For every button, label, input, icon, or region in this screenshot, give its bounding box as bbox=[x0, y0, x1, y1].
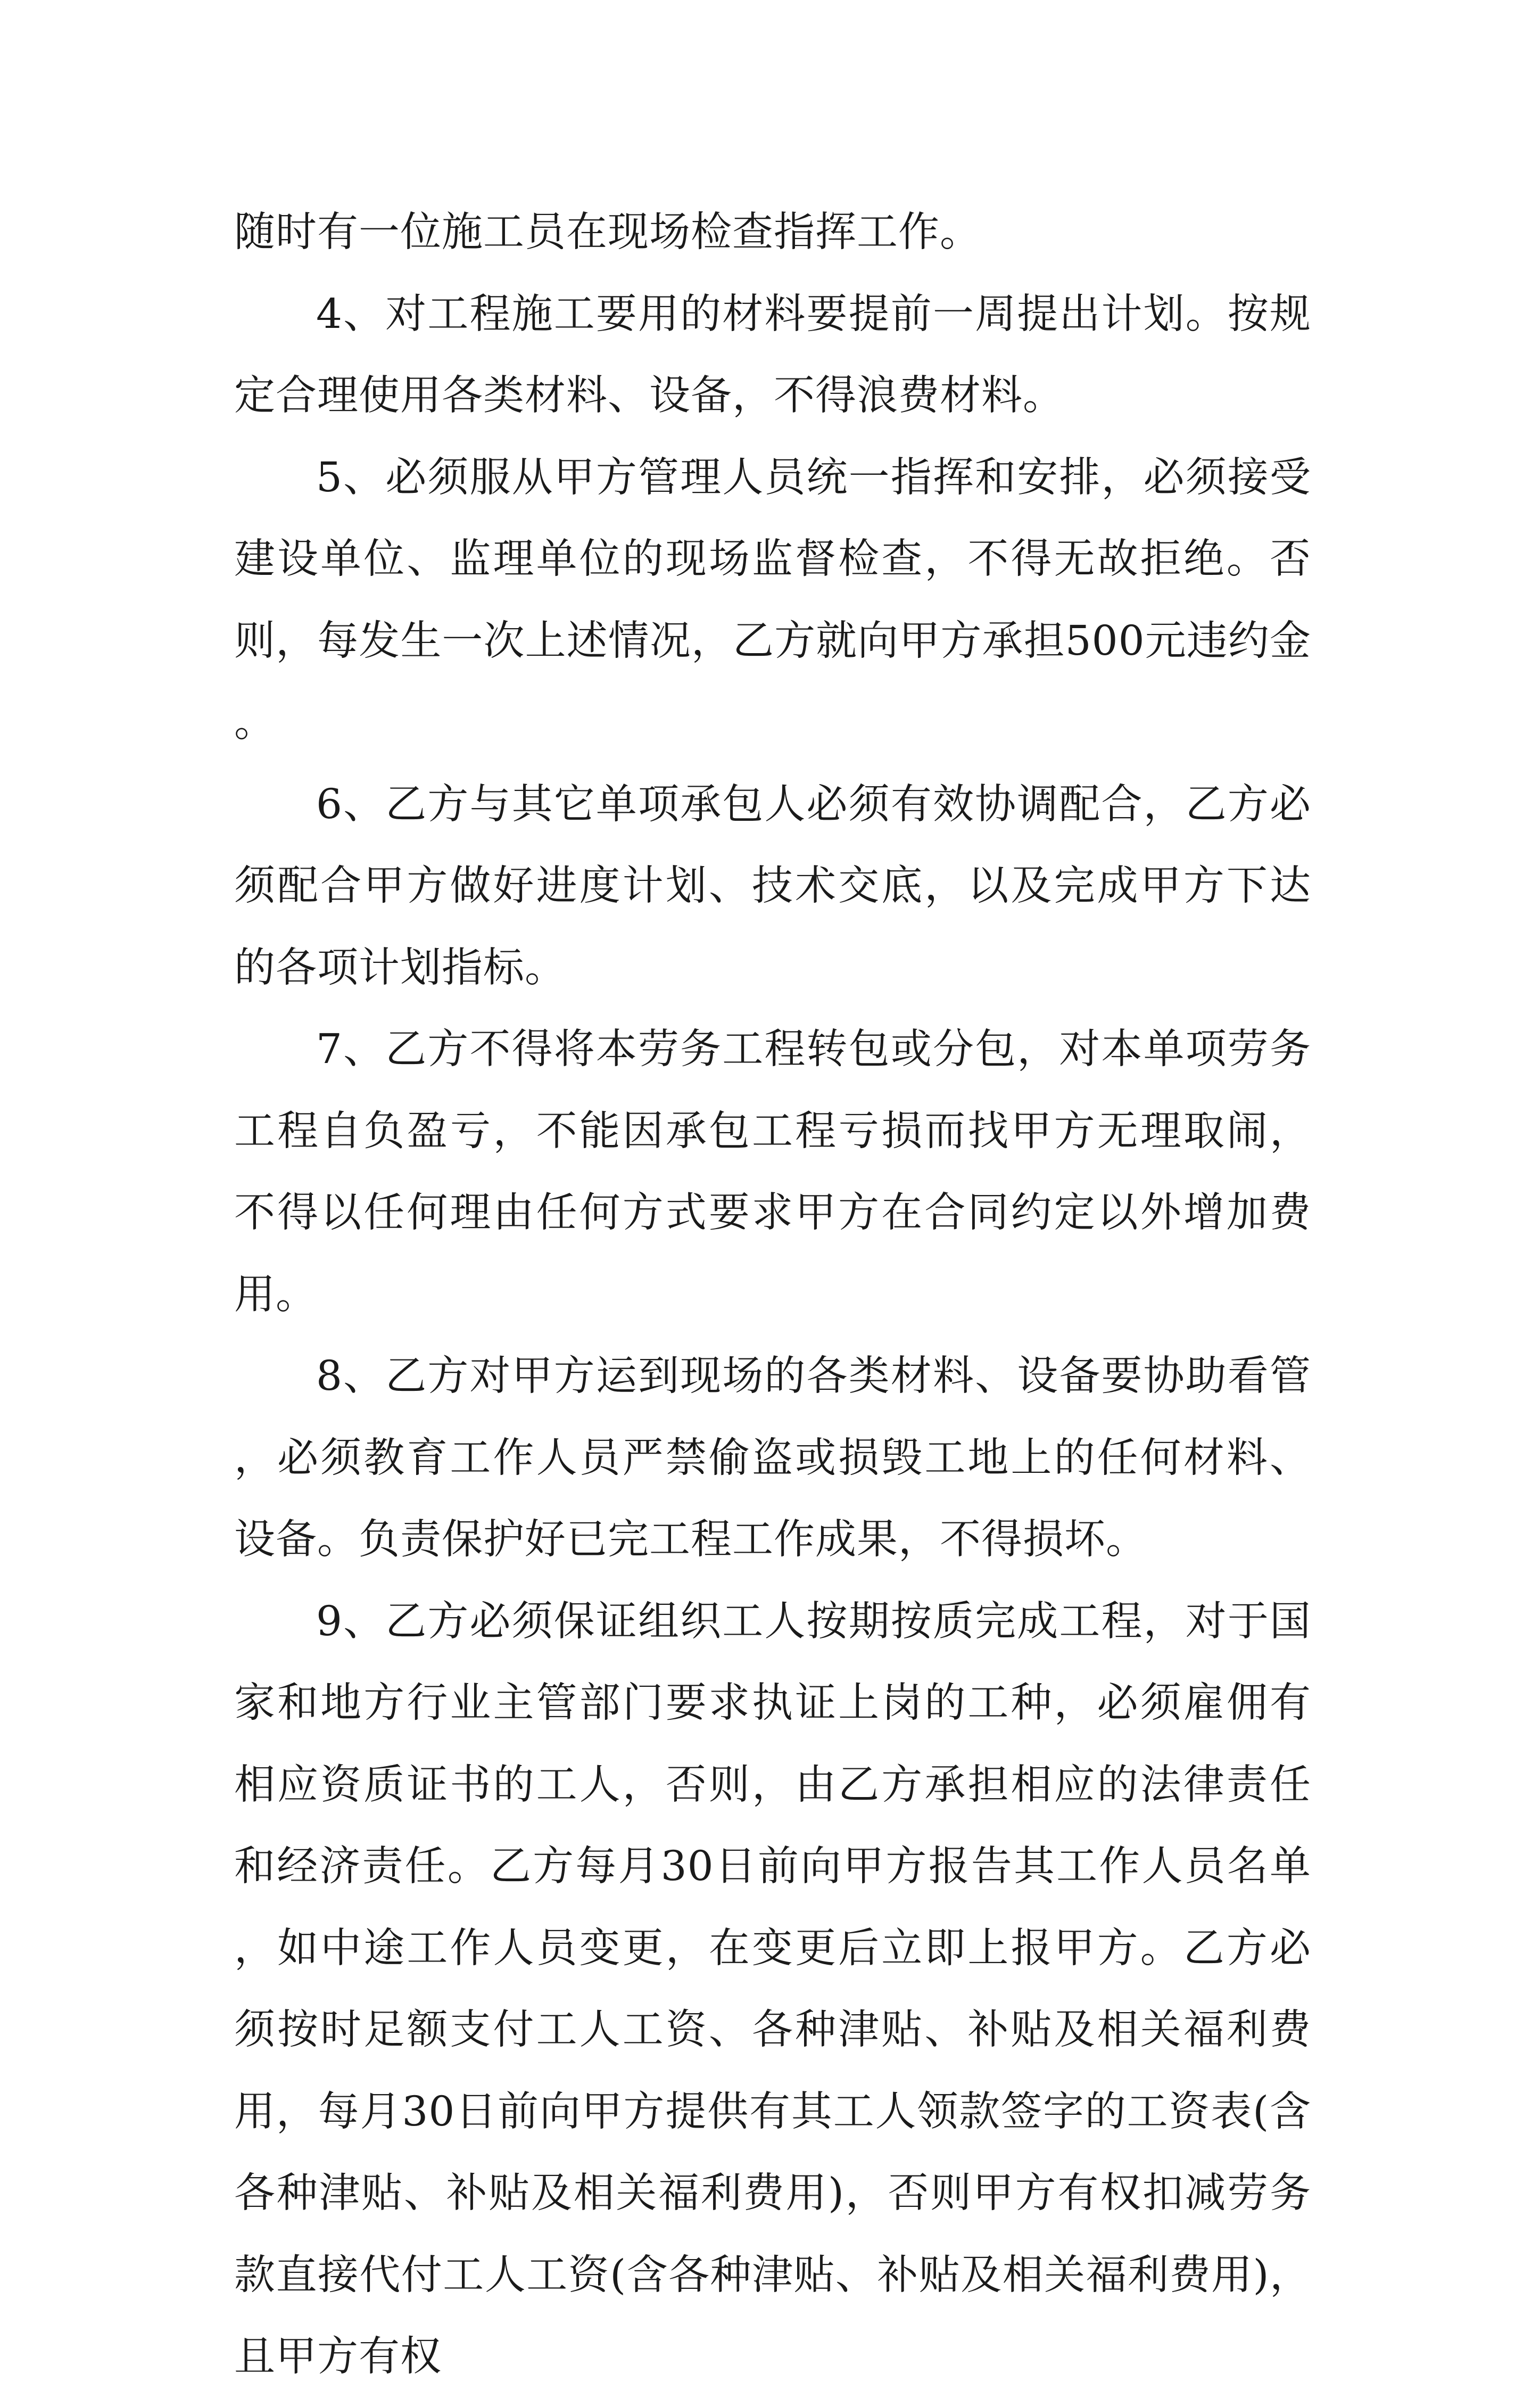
paragraph-clause-4: 4、对工程施工要用的材料要提前一周提出计划。按规定合理使用各类材料、设备，不得浪费材料。 bbox=[234, 290, 1311, 419]
paragraph-clause-8: 8、乙方对甲方运到现场的各类材料、设备要协助看管，必须教育工作人员严禁偷盗或损毁工地上的任何材料、设备。负责保护好已完工程工作成果，不得损坏。 bbox=[234, 1353, 1311, 1563]
paragraph-continuation: 随时有一位施工员在现场检查指挥工作。 bbox=[234, 209, 981, 256]
paragraph-clause-6: 6、乙方与其它单项承包人必须有效协调配合，乙方必须配合甲方做好进度计划、技术交底，以及完成甲方下达的各项计划指标。 bbox=[234, 780, 1311, 992]
paragraph-clause-7: 7、乙方不得将本劳务工程转包或分包，对本单项劳务工程自负盈亏，不能因承包工程亏损而找甲方无理取闹，不得以任何理由任何方式要求甲方在合同约定以外增加费用。 bbox=[234, 1026, 1311, 1319]
paragraph-clause-5: 5、必须服从甲方管理人员统一指挥和安排，必须接受建设单位、监理单位的现场监督检查，不得无故拒绝。否则，每发生一次上述情况，乙方就向甲方承担500元违约金。 bbox=[234, 454, 1311, 746]
paragraph-clause-9: 9、乙方必须保证组织工人按期按质完成工程，对于国家和地方行业主管部门要求执证上岗的工种，必须雇佣有相应资质证书的工人，否则，由乙方承担相应的法律责任和经济责任。乙方每月30日前向甲方报告其工作人员名单，如中途工作人员变更，在变更后立即上报甲方。乙方必须按时足额支付工人工资、各种津贴、补贴及相关福利费用，每月30日前向甲方提供有其工人领款签字的工资表(含各种津贴、补贴及相关福利费用)，否则甲方有权扣减劳务款直接代付工人工资(含各种津贴、补贴及相关福利费用)，且甲方有权 bbox=[234, 1597, 1311, 2380]
document-body bbox=[234, 192, 1311, 2398]
